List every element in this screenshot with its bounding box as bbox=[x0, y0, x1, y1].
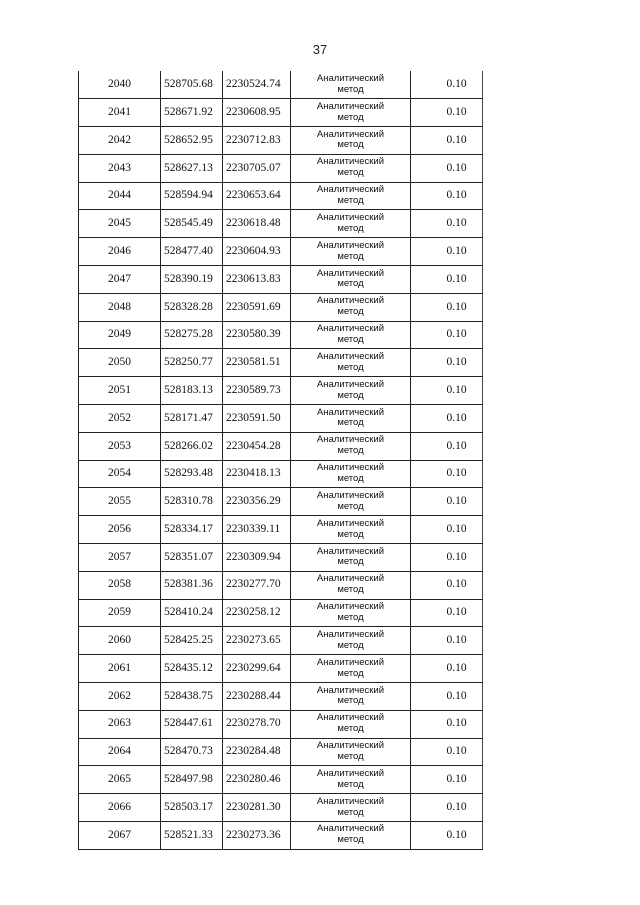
point-number-cell: 2061 bbox=[79, 655, 161, 683]
table-row bbox=[79, 516, 483, 544]
x-coordinate-cell: 528293.48 bbox=[161, 460, 223, 488]
method-cell bbox=[291, 266, 411, 294]
x-coordinate-cell: 528266.02 bbox=[161, 432, 223, 460]
point-number-cell: 2065 bbox=[79, 766, 161, 794]
method-line1: Аналитический bbox=[316, 128, 385, 140]
x-coordinate-cell: 528470.73 bbox=[161, 738, 223, 766]
error-cell: 0.10 bbox=[411, 99, 483, 127]
table-row bbox=[79, 321, 483, 349]
error-cell: 0.10 bbox=[411, 405, 483, 433]
x-coordinate-cell: 528410.24 bbox=[161, 599, 223, 627]
y-coordinate-cell: 2230273.36 bbox=[223, 822, 291, 850]
method-line2: метод bbox=[337, 528, 364, 540]
x-coordinate-cell: 528438.75 bbox=[161, 683, 223, 711]
error-cell: 0.10 bbox=[411, 599, 483, 627]
method-line1: Аналитический bbox=[316, 628, 385, 640]
y-coordinate-cell: 2230580.39 bbox=[223, 321, 291, 349]
point-number-cell: 2053 bbox=[79, 432, 161, 460]
method-line2: метод bbox=[337, 667, 364, 679]
x-coordinate-cell: 528477.40 bbox=[161, 238, 223, 266]
method-cell bbox=[291, 377, 411, 405]
y-coordinate-cell: 2230288.44 bbox=[223, 683, 291, 711]
y-coordinate-cell: 2230608.95 bbox=[223, 99, 291, 127]
method-line2: метод bbox=[337, 500, 364, 512]
method-line1: Аналитический bbox=[316, 295, 385, 307]
method-line2: метод bbox=[337, 612, 364, 624]
method-line1: Аналитический bbox=[316, 156, 385, 168]
method-line1: Аналитический bbox=[316, 712, 385, 724]
table-row bbox=[79, 460, 483, 488]
method-line1: Аналитический bbox=[316, 545, 385, 557]
method-cell bbox=[291, 738, 411, 766]
table-row bbox=[79, 655, 483, 683]
table-row bbox=[79, 71, 483, 99]
table-row bbox=[79, 738, 483, 766]
y-coordinate-cell: 2230284.48 bbox=[223, 738, 291, 766]
method-cell bbox=[291, 655, 411, 683]
y-coordinate-cell: 2230524.74 bbox=[223, 71, 291, 99]
y-coordinate-cell: 2230280.46 bbox=[223, 766, 291, 794]
method-cell bbox=[291, 71, 411, 99]
error-cell: 0.10 bbox=[411, 127, 483, 155]
table-row bbox=[79, 544, 483, 572]
point-number-cell: 2047 bbox=[79, 266, 161, 294]
y-coordinate-cell: 2230653.64 bbox=[223, 182, 291, 210]
point-number-cell: 2044 bbox=[79, 182, 161, 210]
table-row bbox=[79, 599, 483, 627]
y-coordinate-cell: 2230299.64 bbox=[223, 655, 291, 683]
point-number-cell: 2060 bbox=[79, 627, 161, 655]
point-number-cell: 2054 bbox=[79, 460, 161, 488]
method-cell bbox=[291, 238, 411, 266]
method-cell bbox=[291, 127, 411, 155]
method-line1: Аналитический bbox=[316, 434, 385, 446]
method-line2: метод bbox=[337, 139, 364, 151]
method-cell bbox=[291, 710, 411, 738]
error-cell: 0.10 bbox=[411, 321, 483, 349]
x-coordinate-cell: 528390.19 bbox=[161, 266, 223, 294]
method-cell bbox=[291, 182, 411, 210]
table-row bbox=[79, 571, 483, 599]
method-line2: метод bbox=[337, 417, 364, 429]
x-coordinate-cell: 528425.25 bbox=[161, 627, 223, 655]
error-cell: 0.10 bbox=[411, 266, 483, 294]
point-number-cell: 2056 bbox=[79, 516, 161, 544]
method-line2: метод bbox=[337, 556, 364, 568]
error-cell: 0.10 bbox=[411, 238, 483, 266]
y-coordinate-cell: 2230277.70 bbox=[223, 571, 291, 599]
method-cell bbox=[291, 99, 411, 127]
method-line2: метод bbox=[337, 584, 364, 596]
x-coordinate-cell: 528671.92 bbox=[161, 99, 223, 127]
error-cell: 0.10 bbox=[411, 822, 483, 850]
table-row bbox=[79, 432, 483, 460]
table-row bbox=[79, 238, 483, 266]
point-number-cell: 2064 bbox=[79, 738, 161, 766]
x-coordinate-cell: 528183.13 bbox=[161, 377, 223, 405]
table-row bbox=[79, 293, 483, 321]
point-number-cell: 2050 bbox=[79, 349, 161, 377]
x-coordinate-cell: 528435.12 bbox=[161, 655, 223, 683]
method-line1: Аналитический bbox=[316, 267, 385, 279]
point-number-cell: 2059 bbox=[79, 599, 161, 627]
error-cell: 0.10 bbox=[411, 432, 483, 460]
x-coordinate-cell: 528447.61 bbox=[161, 710, 223, 738]
method-line2: метод bbox=[337, 83, 364, 95]
method-cell bbox=[291, 349, 411, 377]
error-cell: 0.10 bbox=[411, 349, 483, 377]
method-cell bbox=[291, 683, 411, 711]
x-coordinate-cell: 528310.78 bbox=[161, 488, 223, 516]
y-coordinate-cell: 2230589.73 bbox=[223, 377, 291, 405]
y-coordinate-cell: 2230618.48 bbox=[223, 210, 291, 238]
method-cell bbox=[291, 321, 411, 349]
x-coordinate-cell: 528545.49 bbox=[161, 210, 223, 238]
method-cell bbox=[291, 460, 411, 488]
point-number-cell: 2066 bbox=[79, 794, 161, 822]
method-line2: метод bbox=[337, 334, 364, 346]
point-number-cell: 2046 bbox=[79, 238, 161, 266]
method-cell bbox=[291, 544, 411, 572]
error-cell: 0.10 bbox=[411, 182, 483, 210]
y-coordinate-cell: 2230281.30 bbox=[223, 794, 291, 822]
method-cell bbox=[291, 627, 411, 655]
error-cell: 0.10 bbox=[411, 488, 483, 516]
x-coordinate-cell: 528705.68 bbox=[161, 71, 223, 99]
x-coordinate-cell: 528381.36 bbox=[161, 571, 223, 599]
x-coordinate-cell: 528250.77 bbox=[161, 349, 223, 377]
method-line1: Аналитический bbox=[316, 795, 385, 807]
method-line1: Аналитический bbox=[316, 72, 385, 84]
table-row bbox=[79, 99, 483, 127]
y-coordinate-cell: 2230309.94 bbox=[223, 544, 291, 572]
y-coordinate-cell: 2230356.29 bbox=[223, 488, 291, 516]
error-cell: 0.10 bbox=[411, 154, 483, 182]
table-row bbox=[79, 822, 483, 850]
method-line2: метод bbox=[337, 250, 364, 262]
method-line2: метод bbox=[337, 445, 364, 457]
table-row bbox=[79, 182, 483, 210]
method-line1: Аналитический bbox=[316, 740, 385, 752]
x-coordinate-cell: 528594.94 bbox=[161, 182, 223, 210]
point-number-cell: 2042 bbox=[79, 127, 161, 155]
table-row bbox=[79, 710, 483, 738]
point-number-cell: 2058 bbox=[79, 571, 161, 599]
method-cell bbox=[291, 432, 411, 460]
error-cell: 0.10 bbox=[411, 377, 483, 405]
method-line2: метод bbox=[337, 723, 364, 735]
x-coordinate-cell: 528521.33 bbox=[161, 822, 223, 850]
y-coordinate-cell: 2230705.07 bbox=[223, 154, 291, 182]
y-coordinate-cell: 2230604.93 bbox=[223, 238, 291, 266]
method-line2: метод bbox=[337, 306, 364, 318]
error-cell: 0.10 bbox=[411, 710, 483, 738]
x-coordinate-cell: 528171.47 bbox=[161, 405, 223, 433]
point-number-cell: 2052 bbox=[79, 405, 161, 433]
y-coordinate-cell: 2230258.12 bbox=[223, 599, 291, 627]
point-number-cell: 2057 bbox=[79, 544, 161, 572]
table-row bbox=[79, 154, 483, 182]
method-line1: Аналитический bbox=[316, 184, 385, 196]
method-cell bbox=[291, 599, 411, 627]
point-number-cell: 2067 bbox=[79, 822, 161, 850]
table-row bbox=[79, 766, 483, 794]
method-line1: Аналитический bbox=[316, 239, 385, 251]
method-cell bbox=[291, 488, 411, 516]
method-line2: метод bbox=[337, 834, 364, 846]
y-coordinate-cell: 2230591.50 bbox=[223, 405, 291, 433]
table-row bbox=[79, 210, 483, 238]
error-cell: 0.10 bbox=[411, 544, 483, 572]
error-cell: 0.10 bbox=[411, 210, 483, 238]
point-number-cell: 2043 bbox=[79, 154, 161, 182]
method-cell bbox=[291, 210, 411, 238]
x-coordinate-cell: 528652.95 bbox=[161, 127, 223, 155]
table-row bbox=[79, 266, 483, 294]
y-coordinate-cell: 2230418.13 bbox=[223, 460, 291, 488]
x-coordinate-cell: 528497.98 bbox=[161, 766, 223, 794]
method-line2: метод bbox=[337, 195, 364, 207]
error-cell: 0.10 bbox=[411, 766, 483, 794]
method-line2: метод bbox=[337, 167, 364, 179]
table-row bbox=[79, 377, 483, 405]
method-line1: Аналитический bbox=[316, 350, 385, 362]
method-cell bbox=[291, 571, 411, 599]
method-line1: Аналитический bbox=[316, 378, 385, 390]
method-line1: Аналитический bbox=[316, 601, 385, 613]
method-line1: Аналитический bbox=[316, 823, 385, 835]
error-cell: 0.10 bbox=[411, 571, 483, 599]
x-coordinate-cell: 528503.17 bbox=[161, 794, 223, 822]
error-cell: 0.10 bbox=[411, 683, 483, 711]
method-line2: метод bbox=[337, 361, 364, 373]
point-number-cell: 2051 bbox=[79, 377, 161, 405]
x-coordinate-cell: 528275.28 bbox=[161, 321, 223, 349]
point-number-cell: 2063 bbox=[79, 710, 161, 738]
method-line1: Аналитический bbox=[316, 489, 385, 501]
error-cell: 0.10 bbox=[411, 655, 483, 683]
method-line2: метод bbox=[337, 389, 364, 401]
y-coordinate-cell: 2230278.70 bbox=[223, 710, 291, 738]
method-cell bbox=[291, 516, 411, 544]
method-cell bbox=[291, 766, 411, 794]
error-cell: 0.10 bbox=[411, 738, 483, 766]
point-number-cell: 2062 bbox=[79, 683, 161, 711]
table-row bbox=[79, 627, 483, 655]
y-coordinate-cell: 2230591.69 bbox=[223, 293, 291, 321]
error-cell: 0.10 bbox=[411, 71, 483, 99]
y-coordinate-cell: 2230581.51 bbox=[223, 349, 291, 377]
method-cell bbox=[291, 293, 411, 321]
method-line1: Аналитический bbox=[316, 767, 385, 779]
method-line1: Аналитический bbox=[316, 406, 385, 418]
point-number-cell: 2048 bbox=[79, 293, 161, 321]
error-cell: 0.10 bbox=[411, 794, 483, 822]
error-cell: 0.10 bbox=[411, 460, 483, 488]
table-row bbox=[79, 683, 483, 711]
method-line2: метод bbox=[337, 473, 364, 485]
method-line1: Аналитический bbox=[316, 517, 385, 529]
error-cell: 0.10 bbox=[411, 627, 483, 655]
method-line1: Аналитический bbox=[316, 656, 385, 668]
method-line1: Аналитический bbox=[316, 211, 385, 223]
method-line1: Аналитический bbox=[316, 573, 385, 585]
table-row bbox=[79, 794, 483, 822]
y-coordinate-cell: 2230613.83 bbox=[223, 266, 291, 294]
point-number-cell: 2045 bbox=[79, 210, 161, 238]
method-cell bbox=[291, 822, 411, 850]
page-number: 37 bbox=[312, 42, 328, 57]
method-line1: Аналитический bbox=[316, 684, 385, 696]
method-line2: метод bbox=[337, 695, 364, 707]
method-line2: метод bbox=[337, 806, 364, 818]
y-coordinate-cell: 2230273.65 bbox=[223, 627, 291, 655]
table-body bbox=[79, 71, 483, 849]
x-coordinate-cell: 528334.17 bbox=[161, 516, 223, 544]
method-line2: метод bbox=[337, 278, 364, 290]
coordinates-table bbox=[78, 71, 483, 850]
point-number-cell: 2055 bbox=[79, 488, 161, 516]
method-cell bbox=[291, 405, 411, 433]
error-cell: 0.10 bbox=[411, 293, 483, 321]
method-line1: Аналитический bbox=[316, 462, 385, 474]
y-coordinate-cell: 2230339.11 bbox=[223, 516, 291, 544]
error-cell: 0.10 bbox=[411, 516, 483, 544]
table-row bbox=[79, 349, 483, 377]
point-number-cell: 2040 bbox=[79, 71, 161, 99]
method-cell bbox=[291, 794, 411, 822]
method-line2: метод bbox=[337, 111, 364, 123]
y-coordinate-cell: 2230712.83 bbox=[223, 127, 291, 155]
table-row bbox=[79, 488, 483, 516]
x-coordinate-cell: 528328.28 bbox=[161, 293, 223, 321]
method-cell bbox=[291, 154, 411, 182]
table-row bbox=[79, 127, 483, 155]
method-line2: метод bbox=[337, 639, 364, 651]
point-number-cell: 2049 bbox=[79, 321, 161, 349]
method-line1: Аналитический bbox=[316, 323, 385, 335]
point-number-cell: 2041 bbox=[79, 99, 161, 127]
method-line2: метод bbox=[337, 222, 364, 234]
method-line2: метод bbox=[337, 751, 364, 763]
table-row bbox=[79, 405, 483, 433]
method-line1: Аналитический bbox=[316, 100, 385, 112]
method-line2: метод bbox=[337, 778, 364, 790]
x-coordinate-cell: 528627.13 bbox=[161, 154, 223, 182]
y-coordinate-cell: 2230454.28 bbox=[223, 432, 291, 460]
x-coordinate-cell: 528351.07 bbox=[161, 544, 223, 572]
